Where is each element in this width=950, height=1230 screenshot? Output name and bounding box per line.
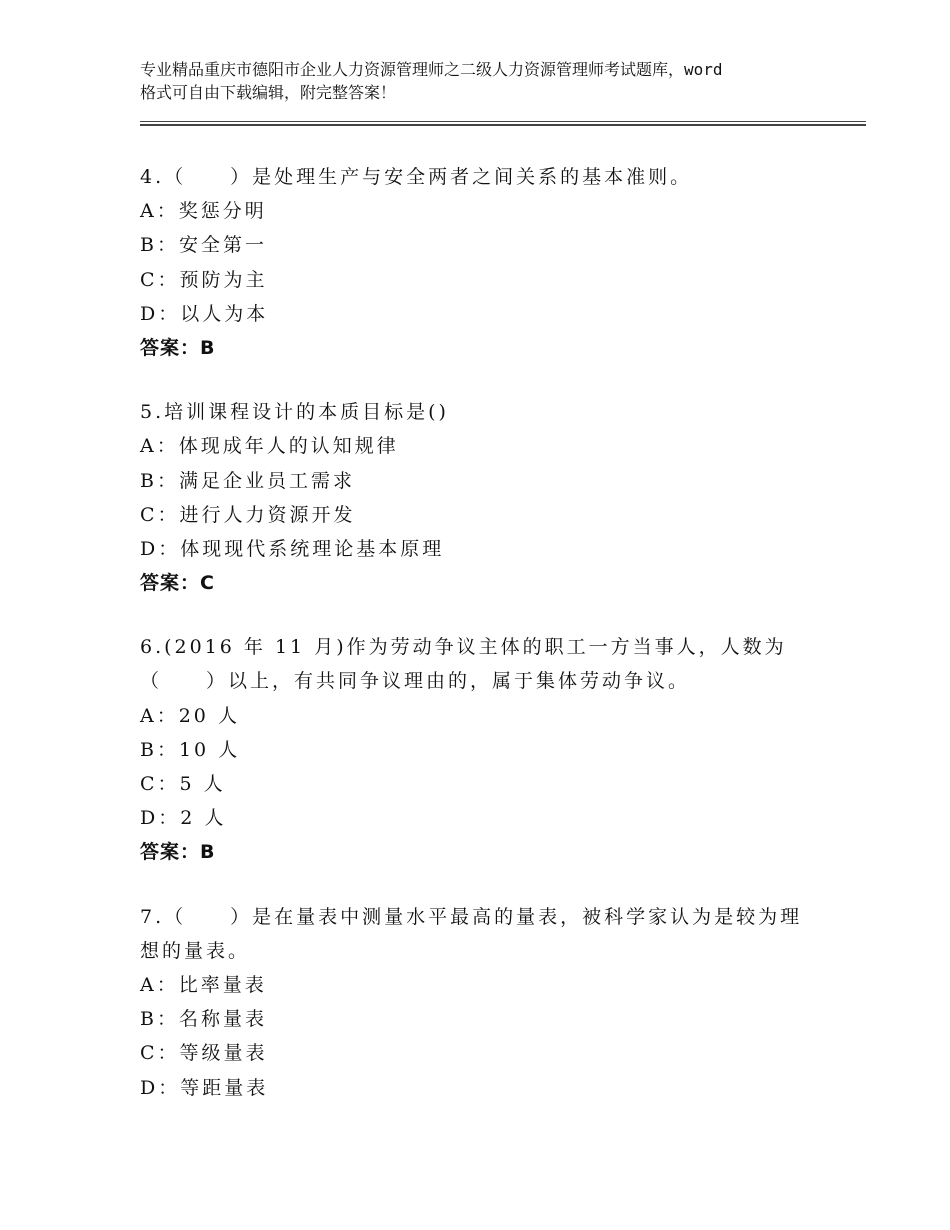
option-d: D：体现现代系统理论基本原理 — [140, 537, 445, 560]
option-c: C：5 人 — [140, 773, 226, 795]
question-7 — [140, 900, 840, 1105]
option-c: C：进行人力资源开发 — [140, 503, 356, 526]
header-divider-thick — [140, 124, 866, 126]
option-a: A：体现成年人的认知规律 — [140, 435, 399, 458]
option-d: D：2 人 — [140, 807, 227, 830]
option-b: B：满足企业员工需求 — [140, 469, 355, 492]
option-d: D：等距量表 — [140, 1076, 269, 1099]
question-stem: 6.(2016 年 11 月)作为劳动争议主体的职工一方当事人，人数为 — [140, 636, 787, 659]
option-b: B：安全第一 — [140, 234, 267, 257]
question-stem-continued: （ ）以上，有共同争议理由的，属于集体劳动争议。 — [140, 670, 691, 693]
option-b: B：10 人 — [140, 738, 241, 761]
option-a: A：比率量表 — [140, 973, 267, 996]
answer-label: 答案：B — [140, 841, 216, 864]
document-header — [140, 58, 840, 104]
question-stem-continued: 想的量表。 — [140, 939, 251, 962]
option-c: C：等级量表 — [140, 1042, 268, 1065]
question-stem: 7.（ ）是在量表中测量水平最高的量表，被科学家认为是较为理 — [140, 905, 803, 928]
question-6 — [140, 630, 840, 869]
option-a: A：奖惩分明 — [140, 200, 267, 223]
header-line-2: 格式可自由下载编辑，附完整答案！ — [140, 83, 397, 102]
answer-label: 答案：B — [140, 336, 216, 359]
question-list — [140, 160, 840, 1135]
question-stem: 4.（ ）是处理生产与安全两者之间关系的基本准则。 — [140, 166, 693, 188]
option-a: A：20 人 — [140, 704, 240, 727]
header-line-1: 专业精品重庆市德阳市企业人力资源管理师之二级人力资源管理师考试题库，word — [140, 60, 723, 79]
option-b: B：名称量表 — [140, 1008, 267, 1031]
header-divider-thin — [140, 121, 866, 122]
option-d: D：以人为本 — [140, 302, 269, 325]
answer-label: 答案：C — [140, 572, 215, 595]
question-5 — [140, 395, 840, 600]
option-c: C：预防为主 — [140, 268, 268, 291]
question-4 — [140, 160, 840, 365]
question-stem: 5.培训课程设计的本质目标是() — [140, 401, 449, 424]
